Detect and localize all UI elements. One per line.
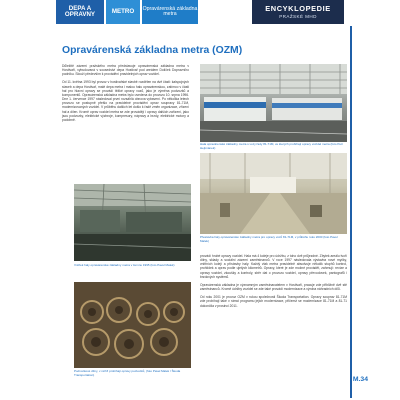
brand-title: ENCYKLOPEDIE — [265, 4, 331, 13]
paragraph: Od roku 2001 je provoz OZM v rukou společnosti Škoda Transportation. Opravy souprav 81-71M zde probíhají také v rámci programu jejich modernizace, přičemž se modernizace 81-71M a 81-71 dokončila v prosinci 2011. — [200, 295, 347, 308]
photo-hall-interior — [74, 184, 191, 261]
page-number: M.34 — [352, 376, 368, 383]
photo-art — [200, 153, 347, 234]
photo-art — [74, 282, 191, 368]
tab-label: METRO — [111, 7, 135, 15]
photo-caption: Podvozkové dílny, v nichž probíhají opravy podvozků, (foto Pavel Malek / Škoda Transportation) — [74, 369, 181, 377]
photo-art — [200, 64, 347, 142]
photo-workshop-hall — [200, 64, 347, 142]
paragraph: Opravárenská základna je významným zaměstnavatelem v Hostivaři, pracuje zde přibližně dvě stě zaměstnanců. Kromě údržby vozidel se zde také provádí modernizace a výroba náhradních dílů. — [200, 282, 347, 292]
photo-bogie-workshop — [74, 282, 191, 368]
photo-hall-reconstruction — [200, 153, 347, 234]
article-text-left — [62, 64, 189, 126]
paragraph: Od 11. května 1993 byl provoz v hostivařské stavbě rozdělen na dvě části: kalspojných staveb a depa Hostivař, malé depa metra i malou halu opravárenskou, zatímco v části hal pro hlavní opravy se provádí těžké opravy vozů, jako je výměna podvozků a komponentů. Opravárenská základna metra bylo uvedena do provozu 10. srpna 1996. Dne 1. července 1997 následoval první rozsáhlá obnova vybavení. Po několika letech provozu se postupně přešlo na pravidelné provádění oprav soupravy 81-71M, modernizovaných vozidel. V průběhu dalších let došlo k řadě změn organizace, zřízení hal a dílen. Kromě oprav vozidel metra se zde provádějí i opravy dalších zařízení, jako jsou podvozky, elektrické výzbroje, kompresory, nápravy a brzdy, elektrické motory a podobně. — [62, 80, 189, 122]
header-bar — [0, 0, 400, 28]
photo-caption: Přestavba haly opravárenské základny metra pro opravy vozů 81-71M, v průběhu roku 2000 (foto Pavel Malek) — [200, 235, 338, 243]
brand-subtitle: PRAŽSKÉ MHD — [279, 14, 317, 19]
tab-metro[interactable] — [106, 0, 140, 24]
right-margin-rule — [350, 26, 352, 398]
article-title: Opravárenská základna metra (OZM) — [62, 45, 243, 56]
tab-depa-a-opravny[interactable] — [56, 0, 104, 24]
paragraph: provádí hrubé opravy vozidel. Hala má 4 koleje pro údržbu, z toho dvě průjezdné. Zbytek areálu tvoří dílny, sklady a sociální zázemí zaměstnanců. V roce 1997 následovala výstavba nové myčky, vnitřních kolejí a přístavby haly. Každý vlak metra pravidelně absolvuje několik stupňů kontrol, prohlídek a oprav podle ujetých kilometrů. Opravy, které je zde možné provádět, zahrnují: revize a opravy vozidel, zkoušky a kontroly, sběr dat o provozu vozidel, opravy převodovek, pantografů i brzdových systémů. — [200, 254, 347, 279]
photo-caption: Hala opravárenské základny metra s vozy řady 81-71M, ve kterých probíhají opravy vozidel metra (foto Petr Hejtmánek) — [200, 142, 343, 150]
tab-opravarenska-zakladna[interactable] — [142, 0, 198, 24]
tab-label: DEPA A OPRAVNY — [64, 4, 96, 18]
article-text-right — [200, 254, 347, 312]
brand-logo — [252, 0, 344, 24]
photo-caption: Vnitřek haly opravárenské základny metra v červnu 1995 (foto Pavel Malek) — [74, 263, 175, 267]
photo-art — [74, 184, 191, 261]
paragraph: Důležitě zázemí pražského metra představuje opravárenská základna metra v Hostivaři, vybudovaná v sousedství depa Hostivař pod areálem Dolíček Dopravního podniku. Slouží především k provádění pravidelných oprav vozidel. — [62, 64, 189, 77]
tab-label: Opravárenská základna metra — [142, 5, 198, 17]
